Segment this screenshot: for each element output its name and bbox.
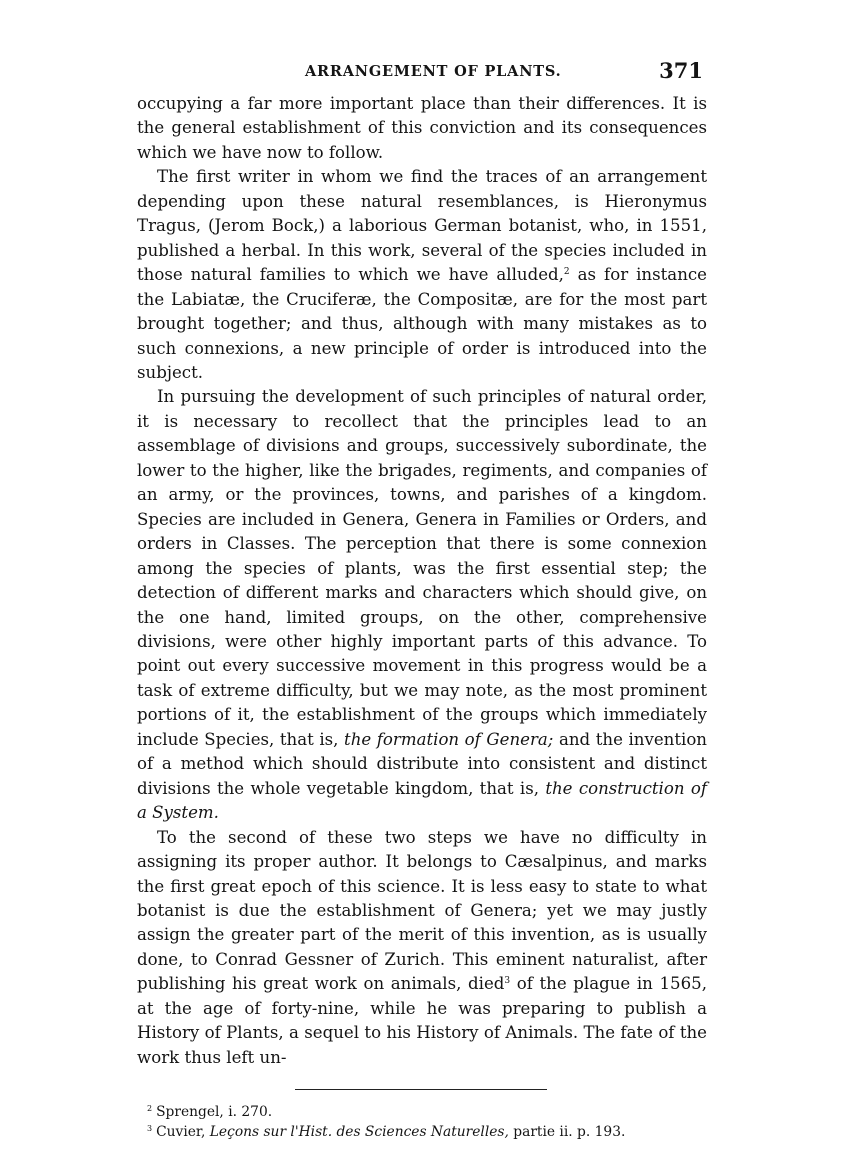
text-run: of the plague in 1565, at the age of forty-nine, while he was preparing to publish a History of Plants, a sequel to his History of Animals. The fate of the work thus left un- bbox=[137, 974, 707, 1067]
italic-text: Leçons sur l'Hist. des Sciences Naturelles, bbox=[209, 1124, 509, 1141]
footnote-mark: 2 bbox=[147, 1104, 153, 1114]
paragraph bbox=[137, 165, 707, 385]
footnote-reference: 3 bbox=[504, 976, 511, 987]
text-run: Cuvier, bbox=[156, 1124, 210, 1141]
page-number: 371 bbox=[659, 58, 703, 83]
book-page bbox=[137, 58, 707, 1142]
text-run: partie ii. p. 193. bbox=[508, 1124, 626, 1141]
footnote-mark: 3 bbox=[147, 1124, 153, 1134]
text-run: and the invention of a method which should distribute into consistent and distinct divisions the whole vegetable kingdom, that is, bbox=[137, 729, 707, 798]
running-head bbox=[137, 58, 707, 88]
running-title: ARRANGEMENT OF PLANTS. bbox=[305, 63, 562, 80]
italic-text: the construction of a System. bbox=[137, 778, 707, 823]
paragraph bbox=[137, 385, 707, 825]
footnote-reference: 2 bbox=[563, 267, 570, 278]
paragraph bbox=[137, 92, 707, 165]
body-text bbox=[137, 92, 707, 1070]
footnote bbox=[137, 1102, 707, 1122]
italic-text: the formation of Genera; bbox=[344, 729, 554, 749]
footnote bbox=[137, 1122, 707, 1142]
text-run: To the second of these two steps we have no difficulty in assigning its proper author. It belongs to Cæsalpinus, and marks the first great epoch of this science. It is less easy to state to what botanist is due the establishment of Genera; yet we may justly assign the greater part of the merit of this invention, as is usually done, to Conrad Gessner of Zurich. This eminent naturalist, after publishing his great work on animals, died bbox=[137, 827, 707, 994]
paragraph bbox=[137, 826, 707, 1071]
text-run: as for instance the Labiatæ, the Cruciferæ, the Compositæ, are for the most part brought together; and thus, although with many mistakes as to such connexions, a new principle of order is introduced into the subject. bbox=[137, 265, 707, 382]
footnotes bbox=[137, 1102, 707, 1142]
text-run: The first writer in whom we find the traces of an arrangement depending upon these natural resemblances, is Hieronymus Tragus, (Jerom Bock,) a laborious German botanist, who, in 1551, published a herbal. In this work, several of the species included in those natural families to which we have alluded, bbox=[137, 167, 707, 285]
footnote-divider bbox=[295, 1089, 547, 1090]
text-run: In pursuing the development of such principles of natural order, it is necessary to recollect that the principles lead to an assemblage of divisions and groups, successively subordinate, the lower to the higher, like the brigades, regiments, and companies of an army, or the provinces, towns, and parishes of a kingdom. Species are included in Genera, Genera in Families or Orders, and orders in Classes. The perception that there is some connexion among the species of plants, was the first essential step; the detection of different marks and characters which should give, on the one hand, limited groups, on the other, comprehensive divisions, were other highly important parts of this advance. To point out every successive movement in this progress would be a task of extreme difficulty, but we may note, as the most prominent portions of it, the establishment of the groups which immediately include Species, that is, bbox=[137, 387, 707, 749]
text-run: Sprengel, i. 270. bbox=[156, 1104, 273, 1121]
text-run: occupying a far more important place than their differences. It is the general establishment of this conviction and its consequences which we have now to follow. bbox=[137, 94, 707, 162]
